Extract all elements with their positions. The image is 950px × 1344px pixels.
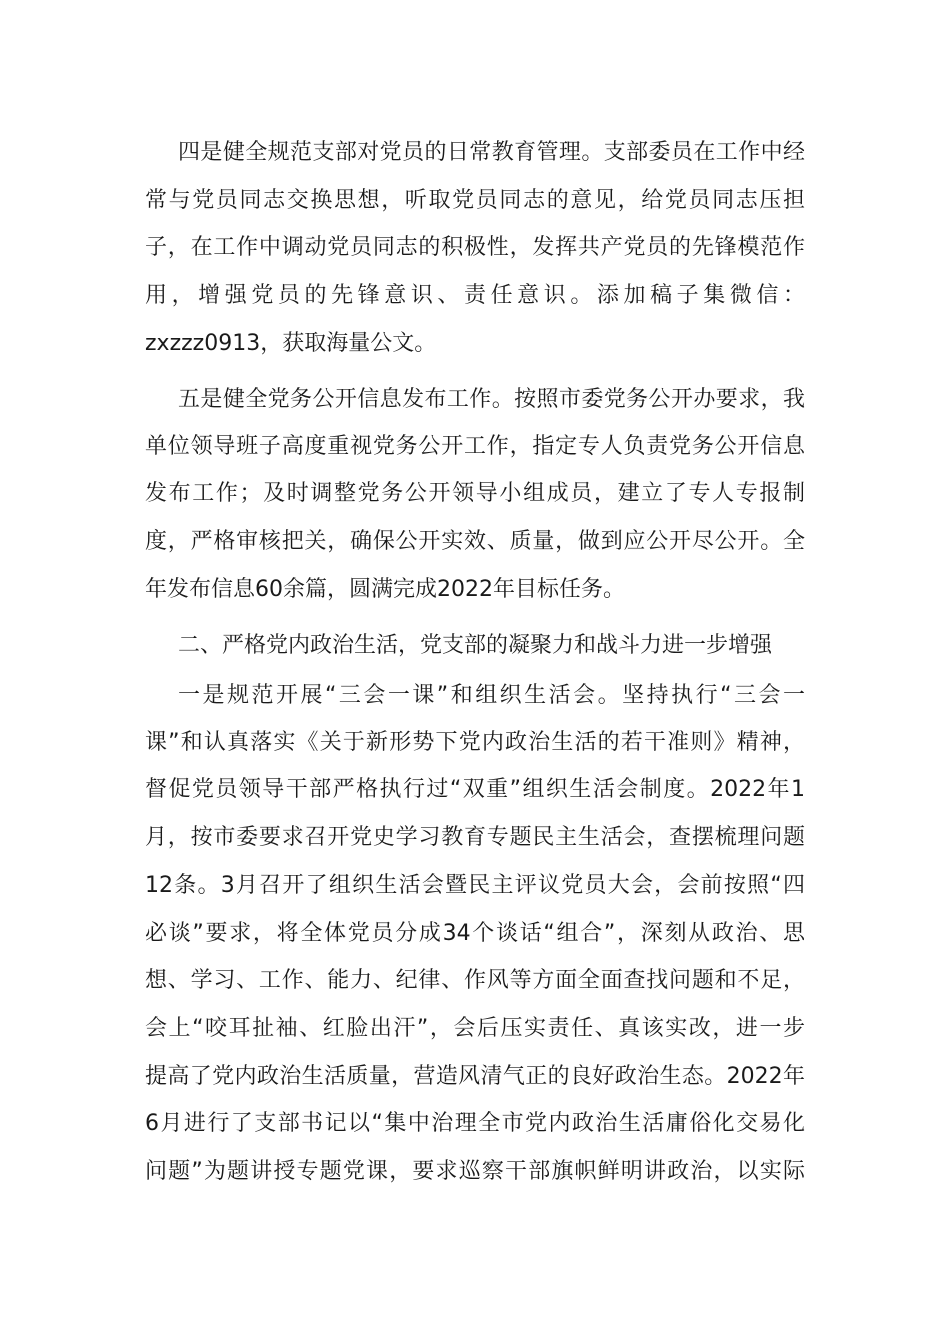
text-line: 一是规范开展“三会一课”和组织生活会。坚持执行“三会一 <box>178 683 805 708</box>
text-line: 常与党员同志交换思想，听取党员同志的意见，给党员同志压担 <box>145 188 805 213</box>
text-line: 子，在工作中调动党员同志的积极性，发挥共产党员的先锋模范作 <box>145 235 805 260</box>
text-line: 想、学习、工作、能力、纪律、作风等方面全面查找问题和不足， <box>145 968 805 993</box>
text-line: 用，增强党员的先锋意识、责任意识。添加稿子集微信： <box>145 283 805 308</box>
section-heading: 二、严格党内政治生活，党支部的凝聚力和战斗力进一步增强 <box>178 633 773 658</box>
text-line: 度，严格审核把关，确保公开实效、质量，做到应公开尽公开。全 <box>145 529 805 554</box>
text-line: 会上“咬耳扯袖、红脸出汗”，会后压实责任、真该实改，进一步 <box>145 1016 805 1041</box>
text-line: 督促党员领导干部严格执行过“双重”组织生活会制度。2022年1 <box>145 777 805 802</box>
text-line: 提高了党内政治生活质量，营造风清气正的良好政治生态。2022年 <box>145 1064 805 1089</box>
text-line: 月，按市委要求召开党史学习教育专题民主生活会，查摆梳理问题 <box>145 825 805 850</box>
text-line: 课”和认真落实《关于新形势下党内政治生活的若干准则》精神， <box>145 730 805 755</box>
text-line: 问题”为题讲授专题党课，要求巡察干部旗帜鲜明讲政治，以实际 <box>145 1159 805 1184</box>
text-line: 必谈”要求，将全体党员分成34个谈话“组合”，深刻从政治、思 <box>145 921 805 946</box>
text-line: 五是健全党务公开信息发布工作。按照市委党务公开办要求，我 <box>178 387 805 412</box>
text-line: 12条。3月召开了组织生活会暨民主评议党员大会，会前按照“四 <box>145 873 805 898</box>
text-line: 发布工作；及时调整党务公开领导小组成员，建立了专人专报制 <box>145 481 805 506</box>
text-line: 年发布信息60余篇，圆满完成2022年目标任务。 <box>145 577 625 602</box>
text-line: 6月进行了支部书记以“集中治理全市党内政治生活庸俗化交易化 <box>145 1111 805 1136</box>
text-line: 单位领导班子高度重视党务公开工作，指定专人负责党务公开信息 <box>145 434 805 459</box>
text-line: zxzzz0913，获取海量公文。 <box>145 331 437 356</box>
text-line: 四是健全规范支部对党员的日常教育管理。支部委员在工作中经 <box>178 140 805 165</box>
